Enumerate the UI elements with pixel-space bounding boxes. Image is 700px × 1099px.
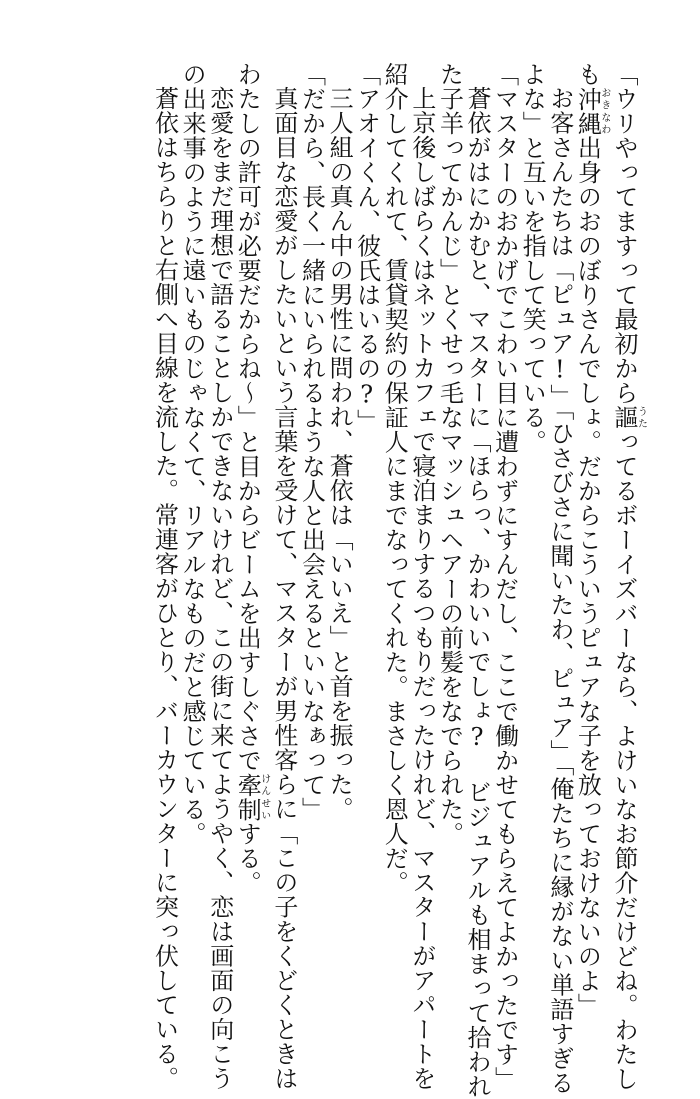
text-line: 真面目な恋愛がしたいという言葉を受けて、マスターが男性客らに「この子をくどくときは	[269, 86, 298, 1091]
text-line: わたしの許可が必要だからね〜」と目からビームを出すしぐさで牽制けんせいする。	[233, 62, 270, 895]
text-line: 「だから、長く一緒にいられるような人と出会えるといいなぁって」	[297, 62, 326, 822]
text-line: よな」と互いを指して笑っている。	[518, 62, 547, 454]
text-line: 上京後しばらくはネットカフェで寝泊まりするつもりだったけれど、マスターがアパートを	[407, 86, 436, 1091]
ruby-annotation: 沖縄おきなわ	[573, 86, 610, 136]
text-line: 蒼依がはにかむと、マスターに「ほらっ、かわいいでしょ? ビジュアルも相まって拾われ	[463, 86, 492, 1099]
text-line: 「マスターのおかげでこわい目に遭わずにすんだし、ここで働かせてもらえてよかったです」	[490, 62, 519, 1091]
text-line: 恋愛をまだ理想で語ることしかできないけれど、この街に来てようやく、恋は画面の向こう	[205, 86, 234, 1091]
text-line: 紹介してくれて、賃貸契約の保証人にまでなってくれた。まさしく恩人だ。	[380, 62, 409, 895]
ruby-annotation: 謳うた	[610, 405, 647, 430]
ruby-annotation: 牽制けんせい	[233, 772, 270, 822]
text-line: 「アオイくん、彼氏はいるの?」	[352, 62, 381, 434]
text-line: 三人組の真ん中の男性に問われ、蒼依は「いいえ」と首を振った。	[325, 86, 354, 821]
text-line: お客さんたちは「ピュア!」「ひさびさに聞いたわ、ピュア」「俺たちに縁がない単語すぎる	[545, 86, 574, 1095]
text-line: も沖縄おきなわ出身のおのぼりさんでしょ。だからこういうピュアな子を放っておけないのよ」	[573, 62, 610, 1018]
text-line: 蒼依はちらりと右側へ目線を流した。常連客がひとり、バーカウンターに突っ伏している。	[150, 86, 179, 1091]
text-line: た子羊ってかんじ」とくせっ毛なマッシュヘアーの前髪をなでられた。	[435, 62, 464, 846]
text-line: 「ウリやってますって最初から謳うたってるボーイズバーなら、よけいなお節介だけどね。わたし	[610, 62, 647, 1091]
vertical-text-block	[150, 62, 647, 1099]
text-line: の出来事のように遠いものじゃなくて、リアルなものだと感じている。	[178, 62, 207, 846]
